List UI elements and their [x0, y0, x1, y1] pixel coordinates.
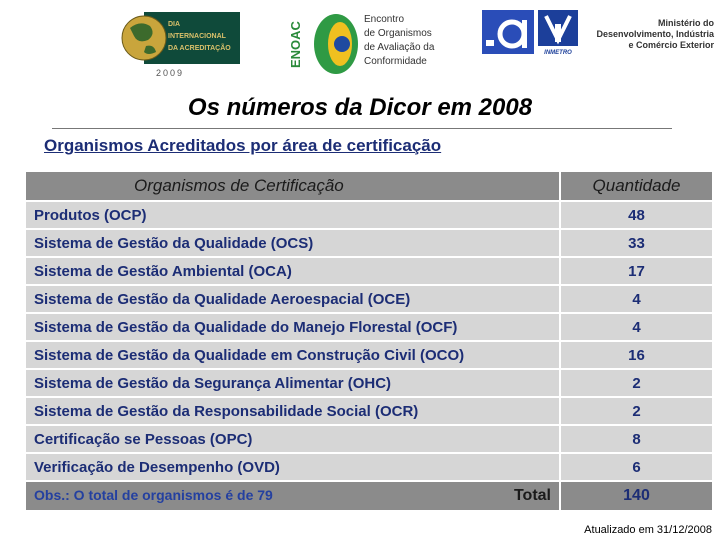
row-name: Certificação se Pessoas (OPC) — [25, 425, 560, 453]
row-quantity: 2 — [560, 369, 713, 397]
dia-year: 2009 — [156, 68, 185, 78]
page-title: Os números da Dicor em 2008 — [187, 94, 533, 121]
row-name: Sistema de Gestão da Segurança Alimentar (OHC) — [25, 369, 560, 397]
row-name: Sistema de Gestão da Qualidade (OCS) — [25, 229, 560, 257]
row-quantity: 48 — [560, 201, 713, 229]
acreditacao-mark-logo — [482, 10, 534, 54]
table-row — [25, 257, 713, 285]
table-header-row — [25, 171, 713, 201]
ministerio-logo — [584, 18, 714, 51]
table-row — [25, 201, 713, 229]
table-row — [25, 453, 713, 481]
total-value: 140 — [560, 481, 713, 511]
table-row — [25, 313, 713, 341]
ministerio-line-1: Ministério do — [658, 18, 714, 28]
row-name: Sistema de Gestão da Responsabilidade Social (OCR) — [25, 397, 560, 425]
ministerio-line-3: e Comércio Exterior — [628, 40, 714, 50]
row-quantity: 17 — [560, 257, 713, 285]
enoac-vertical: ENOAC — [288, 21, 303, 68]
table-row — [25, 369, 713, 397]
row-name: Sistema de Gestão da Qualidade do Manejo Florestal (OCF) — [25, 313, 560, 341]
row-name: Sistema de Gestão da Qualidade Aeroespacial (OCE) — [25, 285, 560, 313]
inmetro-logo — [538, 10, 578, 56]
footer-note: Obs.: O total de organismos é de 79 — [34, 487, 273, 503]
row-quantity: 6 — [560, 453, 713, 481]
footer-note-cell — [25, 481, 560, 511]
table-footer-row — [25, 481, 713, 511]
row-quantity: 2 — [560, 397, 713, 425]
row-name: Sistema de Gestão Ambiental (OCA) — [25, 257, 560, 285]
row-quantity: 33 — [560, 229, 713, 257]
row-quantity: 4 — [560, 285, 713, 313]
logo-bar — [0, 0, 720, 92]
updated-date: Atualizado em 31/12/2008 — [584, 524, 712, 536]
dia-line-3: DA ACREDITAÇÃO — [168, 45, 231, 52]
dia-line-1: DIA — [168, 21, 181, 28]
title-divider — [52, 128, 672, 129]
enoac-line-4: Conformidade — [364, 56, 427, 67]
table-row — [25, 285, 713, 313]
table-body — [25, 201, 713, 481]
table-row — [25, 397, 713, 425]
table-row — [25, 425, 713, 453]
enoac-line-1: Encontro — [364, 14, 405, 25]
certification-table — [24, 170, 714, 512]
row-name: Produtos (OCP) — [25, 201, 560, 229]
table-row — [25, 341, 713, 369]
row-quantity: 4 — [560, 313, 713, 341]
dia-line-2: INTERNACIONAL — [168, 33, 226, 40]
row-quantity: 16 — [560, 341, 713, 369]
header-quantity: Quantidade — [560, 171, 713, 201]
row-quantity: 8 — [560, 425, 713, 453]
total-label: Total — [513, 487, 551, 504]
row-name: Sistema de Gestão da Qualidade em Construção Civil (OCO) — [25, 341, 560, 369]
header-organisms: Organismos de Certificação — [25, 171, 560, 201]
enoac-line-3: de Avaliação da — [364, 42, 435, 53]
inmetro-label: INMETRO — [544, 50, 572, 56]
dia-acreditacao-logo — [120, 6, 244, 82]
enoac-logo — [282, 6, 452, 86]
enoac-line-2: de Organismos — [364, 28, 432, 39]
table-row — [25, 229, 713, 257]
page-subtitle: Organismos Acreditados por área de certificação — [44, 136, 442, 155]
row-name: Verificação de Desempenho (OVD) — [25, 453, 560, 481]
ministerio-line-2: Desenvolvimento, Indústria — [596, 29, 714, 39]
